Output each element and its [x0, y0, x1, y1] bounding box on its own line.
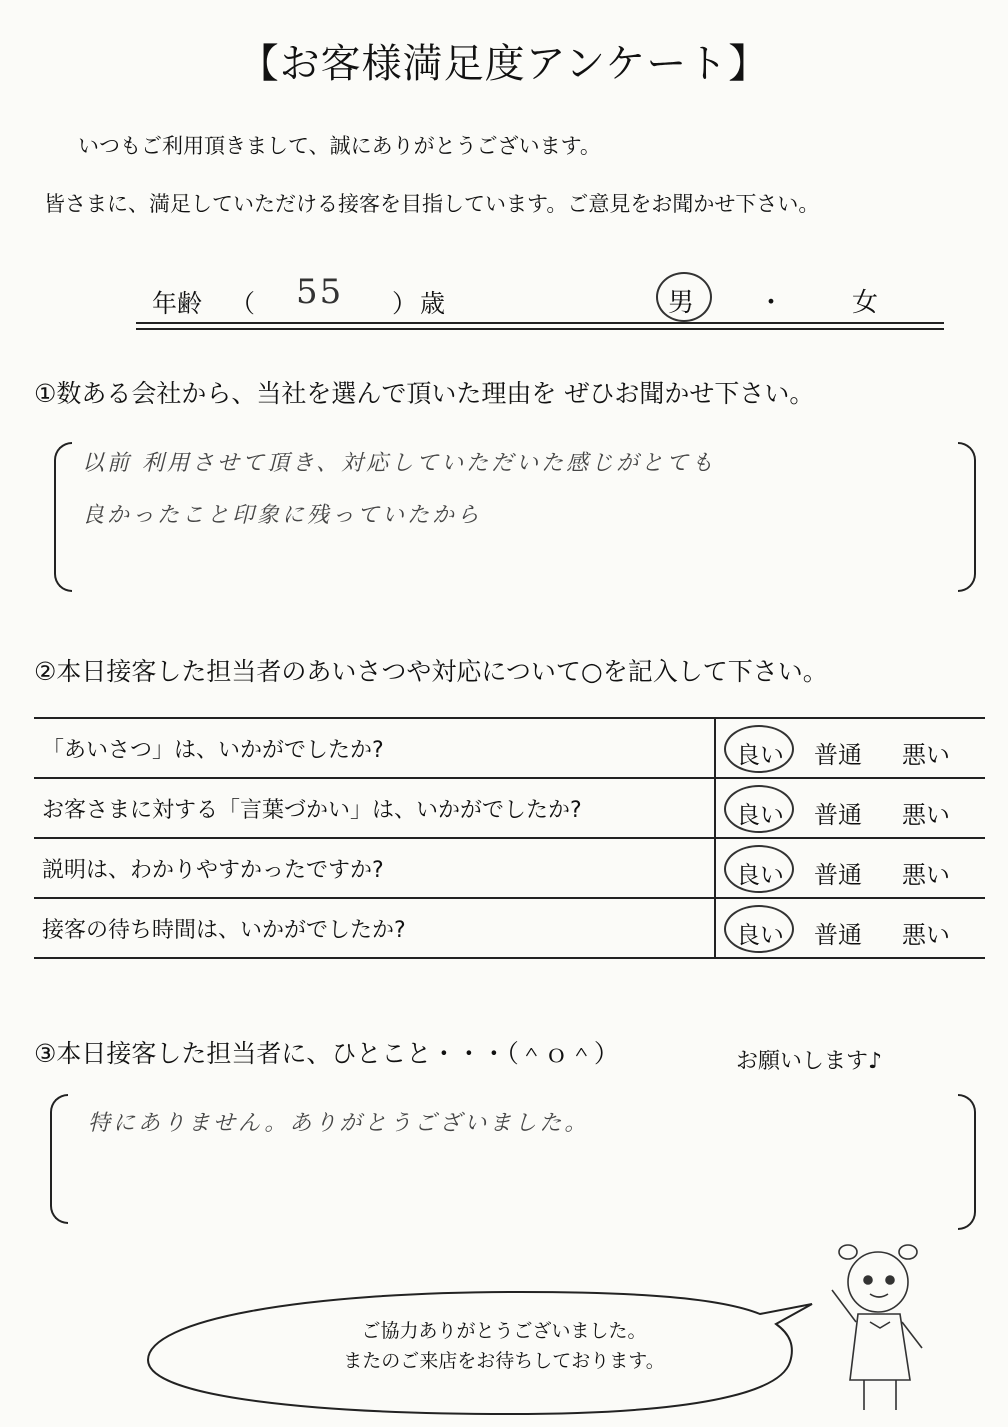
row-options: [715, 898, 985, 958]
age-value[interactable]: 55: [296, 272, 344, 312]
profile-rule-bottom: [136, 328, 944, 330]
evaluation-table: [34, 717, 985, 959]
option-good[interactable]: 良い: [736, 801, 784, 829]
option-bad[interactable]: 悪い: [902, 861, 950, 889]
option-average[interactable]: 普通: [814, 921, 862, 949]
q1-question: ①数ある会社から、当社を選んで頂いた理由を ぜひお聞かせ下さい。: [34, 379, 815, 408]
q3-bracket-right: [958, 1094, 976, 1230]
gender-female-option[interactable]: 女: [852, 288, 879, 318]
q3-answer[interactable]: 特にありません。ありがとうございました。: [88, 1111, 590, 1136]
q3-bracket-left: [50, 1094, 68, 1224]
option-average[interactable]: 普通: [814, 801, 862, 829]
option-average[interactable]: 普通: [814, 861, 862, 889]
age-label: 年齢: [152, 289, 203, 318]
profile-rule-top: [136, 322, 944, 324]
row-options: [715, 838, 985, 898]
q1-bracket-right: [958, 442, 976, 592]
row-options: [715, 718, 985, 778]
option-good[interactable]: 良い: [736, 921, 784, 949]
table-row: [34, 718, 985, 778]
footer-thanks-line-2: またのご来店をお待ちしております。: [343, 1350, 665, 1372]
row-options: [715, 778, 985, 838]
q1-answer-line-1[interactable]: 以前 利用させて頂き、対応していただいた感じがとても: [82, 451, 717, 476]
row-question: お客さまに対する「言葉づかい」は、いかがでしたか?: [34, 778, 715, 838]
footer-thanks-line-1: ご協力ありがとうございました。: [361, 1320, 647, 1342]
option-average[interactable]: 普通: [814, 741, 862, 769]
age-open-paren: （: [230, 289, 256, 318]
q3-question: ③本日接客した担当者に、ひとこと・・・（＾ｏ＾）: [34, 1039, 619, 1068]
row-question: 説明は、わかりやすかったですか?: [34, 838, 715, 898]
q3-request: お願いします♪: [736, 1049, 883, 1074]
option-bad[interactable]: 悪い: [902, 801, 950, 829]
option-good[interactable]: 良い: [736, 741, 784, 769]
table-row: [34, 898, 985, 958]
intro-line-1: いつもご利用頂きまして、誠にありがとうございます。: [78, 134, 601, 158]
age-close-paren: ）: [392, 289, 418, 318]
survey-title: 【お客様満足度アンケート】: [238, 41, 770, 87]
intro-line-2: 皆さまに、満足していただける接客を目指しています。ご意見をお聞かせ下さい。: [44, 192, 820, 216]
age-suffix: 歳: [420, 289, 446, 318]
table-row: [34, 838, 985, 898]
option-bad[interactable]: 悪い: [902, 921, 950, 949]
gender-separator: ・: [758, 288, 785, 318]
q1-answer-line-2[interactable]: 良かったこと印象に残っていたから: [82, 503, 483, 528]
option-bad[interactable]: 悪い: [902, 741, 950, 769]
q1-bracket-left: [54, 442, 72, 592]
option-good[interactable]: 良い: [736, 861, 784, 889]
row-question: 接客の待ち時間は、いかがでしたか?: [34, 898, 715, 958]
table-row: [34, 778, 985, 838]
q2-question: ②本日接客した担当者のあいさつや対応について○を記入して下さい。: [34, 657, 828, 686]
row-question: 「あいさつ」は、いかがでしたか?: [34, 718, 715, 778]
gender-male-option[interactable]: 男: [668, 288, 695, 318]
